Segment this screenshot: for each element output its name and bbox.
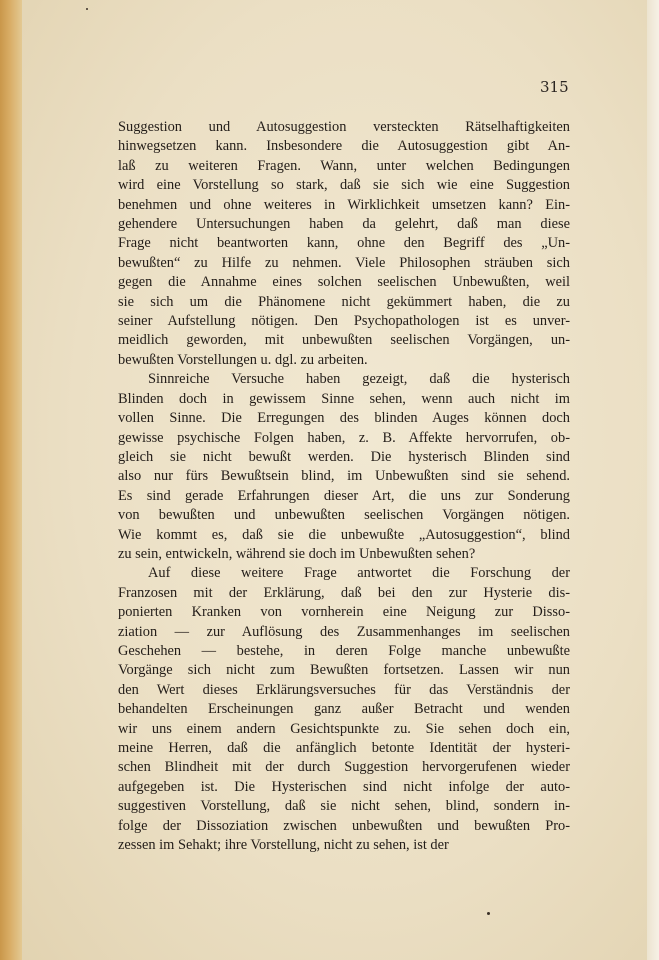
ink-speck — [86, 8, 88, 10]
text-line: seiner Aufstellung nötigen. Den Psychopathologen ist es unver- — [118, 313, 570, 330]
text-line: Frage nicht beantworten kann, ohne den Begriff des „Un- — [118, 235, 570, 252]
text-line: sie sich um die Phänomene nicht gekümmert haben, die zu — [118, 293, 570, 310]
text-line: bewußten“ zu Hilfe zu nehmen. Viele Philosophen sträuben sich — [118, 254, 570, 271]
text-line: schen Blindheit mit der durch Suggestion hervorgerufenen wieder — [118, 759, 570, 776]
text-line: Blinden doch in gewissem Sinne sehen, wenn auch nicht im — [118, 390, 570, 407]
text-line: vollen Sinne. Die Erregungen des blinden Auges können doch — [118, 410, 570, 427]
text-line: also nur fürs Bewußtsein blind, im Unbewußten sind sie sehend. — [118, 468, 570, 485]
text-line: meidlich geworden, mit unbewußten seelischen Vorgängen, un- — [118, 332, 570, 349]
text-line: suggestiven Vorstellung, daß sie nicht sehen, blind, sondern in- — [118, 798, 570, 815]
body-text — [118, 118, 570, 855]
text-line: bewußten Vorstellungen u. dgl. zu arbeiten. — [118, 351, 368, 368]
text-line: gegen die Annahme eines solchen seelischen Unbewußten, weil — [118, 274, 570, 291]
text-line: aufgegeben ist. Die Hysterischen sind nicht infolge der auto- — [118, 778, 570, 795]
page-right-margin — [647, 0, 659, 960]
text-line: Es sind gerade Erfahrungen dieser Art, die uns zur Sonderung — [118, 487, 570, 504]
text-line: ziation — zur Auflösung des Zusammenhanges im seelischen — [118, 623, 570, 640]
text-line: den Wert dieses Erklärungsversuches für das Verständnis der — [118, 681, 570, 698]
text-line: gehendere Untersuchungen haben da gelehrt, daß man diese — [118, 216, 570, 233]
text-line: zessen im Sehakt; ihre Vorstellung, nicht zu sehen, ist der — [118, 837, 449, 854]
text-line: gewisse psychische Folgen haben, z. B. Affekte hervorrufen, ob- — [118, 429, 570, 446]
ink-speck — [487, 912, 490, 915]
text-line: wir uns einem andern Gesichtspunkte zu. Sie sehen doch ein, — [118, 720, 570, 737]
text-line: wird eine Vorstellung so stark, daß sie sich wie eine Suggestion — [118, 177, 570, 194]
text-line: Sinnreiche Versuche haben gezeigt, daß die hysterisch — [148, 371, 570, 388]
text-line: meine Herren, daß die anfänglich betonte Identität der hysteri- — [118, 740, 570, 756]
text-line: ponierten Kranken von vornherein eine Neigung zur Disso- — [118, 604, 570, 621]
paragraph — [118, 564, 570, 855]
text-line: von bewußten und unbewußten seelischen Vorgängen nötigen. — [118, 507, 570, 524]
text-line: Auf diese weitere Frage antwortet die Forschung der — [148, 565, 570, 582]
text-line: gleich sie nicht bewußt werden. Die hysterisch Blinden sind — [118, 448, 570, 465]
text-line: behandelten Erscheinungen ganz außer Betracht und wenden — [118, 701, 570, 718]
paragraph — [118, 370, 570, 564]
text-line: Vorgänge sich nicht zum Bewußten fortsetzen. Lassen wir nun — [118, 662, 570, 679]
text-line: hinwegsetzen kann. Insbesondere die Autosuggestion gibt An- — [118, 138, 570, 155]
text-line: Wie kommt es, daß sie die unbewußte „Autosuggestion“, blind — [118, 526, 570, 543]
text-line: Suggestion und Autosuggestion versteckten Rätselhaftigkeiten — [118, 119, 570, 135]
book-binding-edge — [0, 0, 22, 960]
text-line: Geschehen — bestehe, in deren Folge manche unbewußte — [118, 642, 570, 659]
paragraph — [118, 118, 570, 370]
page-number: 315 — [540, 78, 569, 96]
text-line: zu sein, entwickeln, während sie doch im Unbewußten sehen? — [118, 545, 476, 562]
text-line: laß zu weiteren Fragen. Wann, unter welchen Bedingungen — [118, 157, 570, 174]
text-line: folge der Dissoziation zwischen unbewußten und bewußten Pro- — [118, 817, 570, 834]
text-line: Franzosen mit der Erklärung, daß bei den zur Hysterie dis- — [118, 584, 570, 601]
text-line: benehmen und ohne weiteres in Wirklichkeit umsetzen kann? Ein- — [118, 196, 570, 213]
